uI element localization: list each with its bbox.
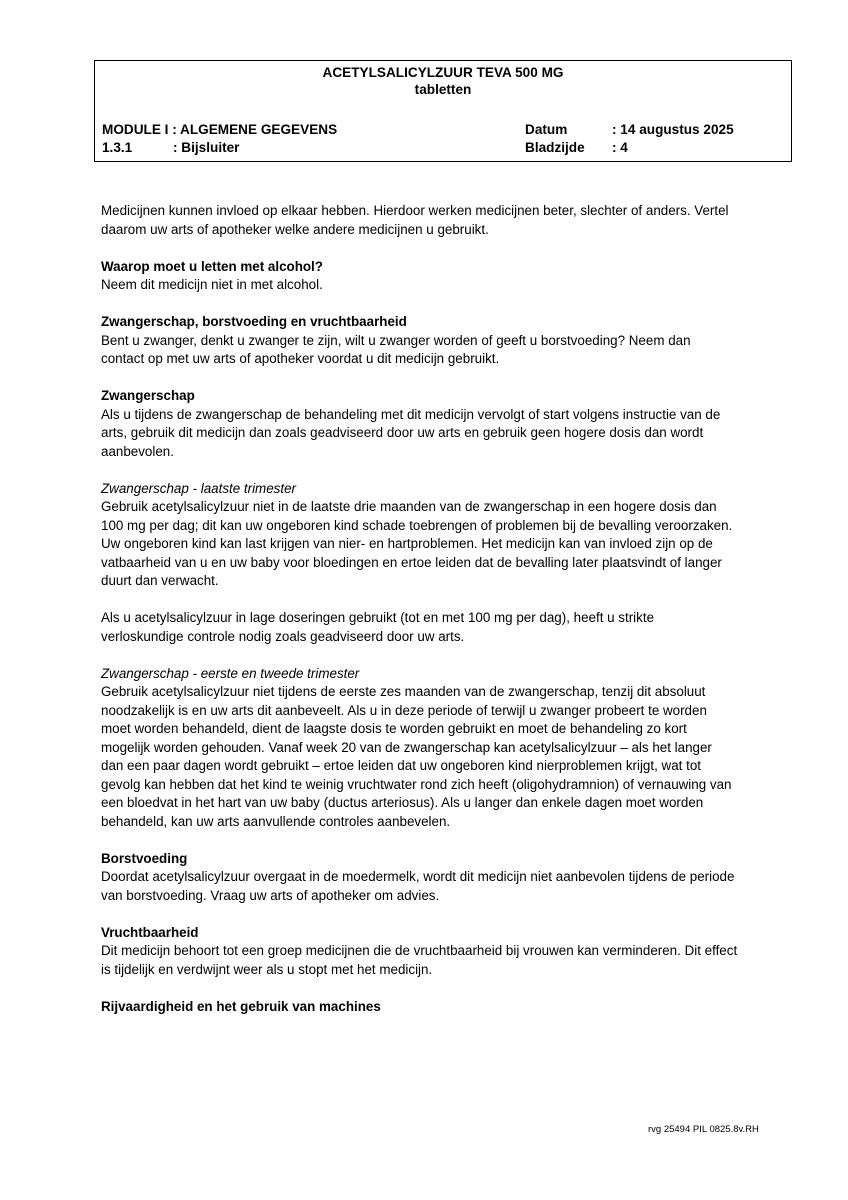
paragraph-line: Uw ongeboren kind kan last krijgen van nier- en hartproblemen. Het medicijn kan van invloed zijn op de [101,536,713,551]
product-form: tabletten [414,82,472,97]
header-row-section [102,139,784,157]
section-number: 1.3.1 [102,140,133,155]
paragraph-line: noodzakelijk is en uw arts dit aanbeveelt. Als u in deze periode of terwijl u zwanger probeert te worden [101,702,707,718]
paragraph-line: arts, gebruik dit medicijn dan zoals geadviseerd door uw arts en gebruik geen hogere dosis dan wordt [101,425,704,440]
page-value: : 4 [612,140,628,155]
paragraph-line: Bent u zwanger, denkt u zwanger te zijn, wilt u zwanger worden of geeft u borstvoeding? Neem dan [101,332,691,348]
paragraph-line: is tijdelijk en verdwijnt weer als u stopt met het medicijn. [101,961,433,977]
document-code: rvg 25494 PIL 0825.8v.RH [648,1124,759,1135]
paragraph-line: Dit medicijn behoort tot een groep medicijnen die de vruchtbaarheid bij vrouwen kan verminderen. Dit effect [101,943,738,958]
section-heading-pregnancy-breastfeeding-fertility: Zwangerschap, borstvoeding en vruchtbaarheid [101,314,407,329]
paragraph-line: aanbevolen. [101,443,174,459]
paragraph-line: daarom uw arts of apotheker welke andere medicijnen u gebruikt. [101,221,489,237]
leaflet-body [101,202,771,1016]
date-label: Datum [525,122,568,137]
paragraph-line: vatbaarheid van u en uw baby voor bloedingen en ertoe leiden dat de bevalling later plaatsvindt of langer [101,554,722,570]
section-heading-fertility: Vruchtbaarheid [101,924,199,940]
paragraph-line: gevolg kan hebben dat het kind te weinig vruchtwater rond zich heeft (oligohydramnion) of vernauwing van [101,776,732,792]
module-label: MODULE I : ALGEMENE GEGEVENS [102,122,338,137]
subheading-last-trimester: Zwangerschap - laatste trimester [101,480,296,496]
paragraph-line: Als u acetylsalicylzuur in lage doseringen gebruikt (tot en met 100 mg per dag), heeft u strikte [101,610,655,625]
paragraph-line: behandeld, kan uw arts aanvullende controles aanbevelen. [101,813,451,829]
section-heading-alcohol: Waarop moet u letten met alcohol? [101,258,323,274]
paragraph-line: Doordat acetylsalicylzuur overgaat in de moedermelk, wordt dit medicijn niet aanbevolen tijdens de periode [101,869,735,884]
paragraph-line: Gebruik acetylsalicylzuur niet in de laatste drie maanden van de zwangerschap in een hogere dosis dan [101,499,717,514]
paragraph-line: een bloedvat in het hart van uw baby (ductus arteriosus). Als u langer dan enkele dagen moet worden [101,795,704,810]
paragraph-line: Medicijnen kunnen invloed op elkaar hebben. Hierdoor werken medicijnen beter, slechter of anders. Vertel [101,203,729,218]
paragraph-line: verloskundige controle nodig zoals geadviseerd door uw arts. [101,628,465,644]
paragraph-line: dan een paar dagen wordt gebruikt – ertoe leiden dat uw ongeboren kind nierproblemen krijgt, wat tot [101,758,701,773]
document-header [94,60,792,162]
section-heading-breastfeeding: Borstvoeding [101,850,188,866]
section-name: : Bijsluiter [173,140,240,155]
section-heading-driving-machines: Rijvaardigheid en het gebruik van machines [101,998,381,1014]
section-heading-pregnancy: Zwangerschap [101,388,195,403]
page-label: Bladzijde [525,140,585,155]
subheading-first-second-trimester: Zwangerschap - eerste en tweede trimester [101,665,360,681]
paragraph-line: 100 mg per dag; dit kan uw ongeboren kind schade toebrengen of problemen bij de bevalling veroorzaken. [101,517,733,533]
header-row-module [102,121,784,139]
paragraph-line: Gebruik acetylsalicylzuur niet tijdens de eerste zes maanden van de zwangerschap, tenzij dit absoluut [101,684,706,699]
date-value: : 14 augustus 2025 [612,122,734,137]
paragraph-line: mogelijk worden gehouden. Vanaf week 20 van de zwangerschap kan acetylsalicylzuur – als het langer [101,739,712,755]
paragraph-line: Als u tijdens de zwangerschap de behandeling met dit medicijn vervolgt of start volgens instructie van de [101,406,721,422]
paragraph-line: moet worden behandeld, dient de laagste dosis te worden gebruikt en moet de behandeling zo kort [101,721,687,736]
paragraph-line: van borstvoeding. Vraag uw arts of apotheker om advies. [101,887,440,903]
paragraph-line: Neem dit medicijn niet in met alcohol. [101,277,323,292]
header-title-block [95,64,791,98]
paragraph-line: duurt dan verwacht. [101,573,219,588]
paragraph-line: contact op met uw arts of apotheker voordat u dit medicijn gebruikt. [101,351,500,366]
product-title: ACETYLSALICYLZUUR TEVA 500 MG [322,65,564,80]
